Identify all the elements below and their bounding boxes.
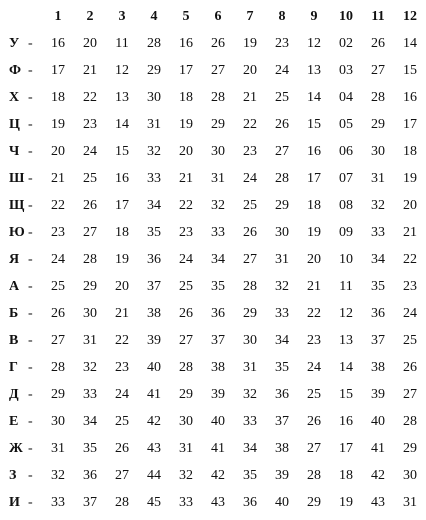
cell-value: 13 xyxy=(339,332,353,348)
cell-value: 19 xyxy=(115,251,129,267)
cell-value: 29 xyxy=(243,305,257,321)
cell-value: 34 xyxy=(147,197,161,213)
row-separator: - xyxy=(28,413,33,429)
cell-value: 20 xyxy=(179,143,193,159)
cell-value: 27 xyxy=(243,251,257,267)
cell-value: 16 xyxy=(307,143,321,159)
cell-value: 32 xyxy=(243,386,257,402)
cell-value: 23 xyxy=(115,359,129,375)
cell-value: 19 xyxy=(243,35,257,51)
cell-value: 17 xyxy=(307,170,321,186)
cell-value: 20 xyxy=(51,143,65,159)
cell-value: 31 xyxy=(275,251,289,267)
table-row xyxy=(6,138,426,165)
cell-value: 22 xyxy=(83,89,97,105)
cell-value: 22 xyxy=(51,197,65,213)
cell-value: 37 xyxy=(147,278,161,294)
cell-value: 12 xyxy=(339,305,353,321)
row-letter: Е xyxy=(9,413,19,429)
cell-value: 24 xyxy=(115,386,129,402)
cell-value: 17 xyxy=(339,440,353,456)
cell-value: 09 xyxy=(339,224,353,240)
cell-value: 29 xyxy=(403,440,417,456)
cell-value: 25 xyxy=(51,278,65,294)
cell-value: 26 xyxy=(307,413,321,429)
table-row xyxy=(6,111,426,138)
cell-value: 21 xyxy=(179,170,193,186)
cell-value: 35 xyxy=(243,467,257,483)
cell-value: 25 xyxy=(307,386,321,402)
cell-value: 38 xyxy=(211,359,225,375)
cell-value: 34 xyxy=(211,251,225,267)
cell-value: 37 xyxy=(83,494,97,510)
cell-value: 16 xyxy=(179,35,193,51)
cell-value: 06 xyxy=(339,143,353,159)
column-header: 11 xyxy=(371,9,385,24)
cell-value: 23 xyxy=(243,143,257,159)
cell-value: 29 xyxy=(371,116,385,132)
cell-value: 20 xyxy=(115,278,129,294)
cell-value: 38 xyxy=(275,440,289,456)
row-letter: У xyxy=(9,35,20,51)
cell-value: 32 xyxy=(211,197,225,213)
cell-value: 27 xyxy=(275,143,289,159)
cell-value: 24 xyxy=(179,251,193,267)
cell-value: 35 xyxy=(211,278,225,294)
row-letter: Х xyxy=(9,89,20,105)
cell-value: 28 xyxy=(179,359,193,375)
cell-value: 03 xyxy=(339,62,353,78)
cell-value: 18 xyxy=(51,89,65,105)
cell-value: 29 xyxy=(179,386,193,402)
cell-value: 34 xyxy=(243,440,257,456)
cell-value: 30 xyxy=(51,413,65,429)
cell-value: 21 xyxy=(51,170,65,186)
cell-value: 32 xyxy=(83,359,97,375)
cell-value: 34 xyxy=(83,413,97,429)
cell-value: 26 xyxy=(371,35,385,51)
column-header: 8 xyxy=(278,9,286,24)
row-separator: - xyxy=(28,386,33,402)
cell-value: 13 xyxy=(307,62,321,78)
cell-value: 19 xyxy=(339,494,353,510)
row-letter: З xyxy=(9,467,17,483)
row-letter: А xyxy=(9,278,20,294)
cell-value: 11 xyxy=(339,278,353,294)
cell-value: 17 xyxy=(115,197,129,213)
cell-value: 11 xyxy=(115,35,129,51)
cell-value: 33 xyxy=(371,224,385,240)
cell-value: 14 xyxy=(403,35,417,51)
cell-value: 37 xyxy=(275,413,289,429)
cell-value: 35 xyxy=(83,440,97,456)
row-letter: И xyxy=(9,494,20,510)
cell-value: 16 xyxy=(51,35,65,51)
cell-value: 15 xyxy=(307,116,321,132)
cell-value: 10 xyxy=(339,251,353,267)
row-separator: - xyxy=(28,305,33,321)
cell-value: 26 xyxy=(211,35,225,51)
column-header: 3 xyxy=(118,9,126,24)
cell-value: 16 xyxy=(403,89,417,105)
cell-value: 24 xyxy=(307,359,321,375)
cell-value: 19 xyxy=(307,224,321,240)
table-row xyxy=(6,219,426,246)
row-letter: Я xyxy=(9,251,20,267)
table-row xyxy=(6,192,426,219)
row-letter: Щ xyxy=(9,197,25,213)
table-row xyxy=(6,462,426,489)
cell-value: 21 xyxy=(307,278,321,294)
cell-value: 42 xyxy=(371,467,385,483)
cell-value: 26 xyxy=(51,305,65,321)
cell-value: 17 xyxy=(51,62,65,78)
cell-value: 22 xyxy=(307,305,321,321)
cell-value: 27 xyxy=(403,386,417,402)
cell-value: 33 xyxy=(147,170,161,186)
cell-value: 32 xyxy=(51,467,65,483)
cell-value: 37 xyxy=(371,332,385,348)
table-row xyxy=(6,489,426,516)
cell-value: 33 xyxy=(83,386,97,402)
cell-value: 26 xyxy=(83,197,97,213)
cell-value: 23 xyxy=(307,332,321,348)
cell-value: 26 xyxy=(243,224,257,240)
cell-value: 33 xyxy=(179,494,193,510)
cell-value: 20 xyxy=(83,35,97,51)
cell-value: 25 xyxy=(115,413,129,429)
cell-value: 25 xyxy=(243,197,257,213)
row-letter: Ф xyxy=(9,62,22,78)
row-separator: - xyxy=(28,62,33,78)
cell-value: 18 xyxy=(403,143,417,159)
cell-value: 20 xyxy=(307,251,321,267)
table-row xyxy=(6,30,426,57)
cell-value: 15 xyxy=(403,62,417,78)
cell-value: 23 xyxy=(51,224,65,240)
cell-value: 20 xyxy=(243,62,257,78)
row-letter: Ш xyxy=(9,170,25,186)
cell-value: 22 xyxy=(403,251,417,267)
cell-value: 29 xyxy=(83,278,97,294)
cell-value: 31 xyxy=(371,170,385,186)
column-header: 4 xyxy=(150,9,158,24)
cell-value: 12 xyxy=(115,62,129,78)
cell-value: 25 xyxy=(403,332,417,348)
cell-value: 14 xyxy=(339,359,353,375)
cell-value: 28 xyxy=(211,89,225,105)
cell-value: 38 xyxy=(147,305,161,321)
cell-value: 31 xyxy=(51,440,65,456)
cell-value: 35 xyxy=(275,359,289,375)
header-spacer xyxy=(6,4,42,30)
cell-value: 19 xyxy=(51,116,65,132)
cell-value: 36 xyxy=(83,467,97,483)
row-separator: - xyxy=(28,440,33,456)
cell-value: 14 xyxy=(115,116,129,132)
cell-value: 24 xyxy=(403,305,417,321)
cell-value: 36 xyxy=(243,494,257,510)
cell-value: 36 xyxy=(147,251,161,267)
cell-value: 29 xyxy=(307,494,321,510)
table-row xyxy=(6,435,426,462)
column-header: 9 xyxy=(310,9,318,24)
cell-value: 24 xyxy=(243,170,257,186)
cell-value: 21 xyxy=(83,62,97,78)
cell-value: 15 xyxy=(115,143,129,159)
cell-value: 31 xyxy=(403,494,417,510)
table-row xyxy=(6,354,426,381)
cell-value: 22 xyxy=(179,197,193,213)
cell-value: 29 xyxy=(51,386,65,402)
cell-value: 45 xyxy=(147,494,161,510)
cell-value: 32 xyxy=(371,197,385,213)
cell-value: 25 xyxy=(83,170,97,186)
cell-value: 32 xyxy=(147,143,161,159)
cell-value: 28 xyxy=(307,467,321,483)
row-letter: Ц xyxy=(9,116,20,132)
cell-value: 17 xyxy=(403,116,417,132)
table-row xyxy=(6,327,426,354)
cell-value: 32 xyxy=(179,467,193,483)
cell-value: 34 xyxy=(371,251,385,267)
table-row xyxy=(6,165,426,192)
cell-value: 13 xyxy=(115,89,129,105)
column-header: 7 xyxy=(246,9,254,24)
cell-value: 39 xyxy=(211,386,225,402)
cell-value: 33 xyxy=(275,305,289,321)
cell-value: 21 xyxy=(403,224,417,240)
cell-value: 05 xyxy=(339,116,353,132)
cell-value: 26 xyxy=(115,440,129,456)
cell-value: 42 xyxy=(211,467,225,483)
cell-value: 41 xyxy=(211,440,225,456)
row-separator: - xyxy=(28,170,33,186)
cell-value: 31 xyxy=(179,440,193,456)
cell-value: 28 xyxy=(403,413,417,429)
table-row xyxy=(6,300,426,327)
row-separator: - xyxy=(28,278,33,294)
row-letter: Ю xyxy=(9,224,25,240)
row-separator: - xyxy=(28,143,33,159)
table-row xyxy=(6,273,426,300)
cell-value: 28 xyxy=(115,494,129,510)
cell-value: 28 xyxy=(275,170,289,186)
row-separator: - xyxy=(28,467,33,483)
cell-value: 39 xyxy=(275,467,289,483)
cell-value: 37 xyxy=(211,332,225,348)
cell-value: 30 xyxy=(243,332,257,348)
cell-value: 23 xyxy=(403,278,417,294)
cell-value: 32 xyxy=(275,278,289,294)
cell-value: 25 xyxy=(179,278,193,294)
cell-value: 28 xyxy=(243,278,257,294)
cell-value: 18 xyxy=(179,89,193,105)
cell-value: 02 xyxy=(339,35,353,51)
cell-value: 35 xyxy=(371,278,385,294)
cell-value: 24 xyxy=(51,251,65,267)
row-separator: - xyxy=(28,332,33,348)
row-separator: - xyxy=(28,89,33,105)
cell-value: 36 xyxy=(211,305,225,321)
cell-value: 19 xyxy=(179,116,193,132)
cell-value: 29 xyxy=(147,62,161,78)
cell-value: 30 xyxy=(211,143,225,159)
cell-value: 28 xyxy=(83,251,97,267)
row-letter: Д xyxy=(9,386,19,402)
cell-value: 40 xyxy=(147,359,161,375)
cell-value: 35 xyxy=(147,224,161,240)
cell-value: 33 xyxy=(243,413,257,429)
cell-value: 21 xyxy=(243,89,257,105)
row-separator: - xyxy=(28,224,33,240)
cell-value: 27 xyxy=(51,332,65,348)
cell-value: 26 xyxy=(275,116,289,132)
cell-value: 36 xyxy=(371,305,385,321)
cell-value: 27 xyxy=(307,440,321,456)
column-header: 12 xyxy=(403,9,417,24)
cell-value: 21 xyxy=(115,305,129,321)
cell-value: 31 xyxy=(243,359,257,375)
cell-value: 39 xyxy=(371,386,385,402)
cell-value: 28 xyxy=(371,89,385,105)
cell-value: 23 xyxy=(275,35,289,51)
cell-value: 40 xyxy=(371,413,385,429)
cell-value: 43 xyxy=(371,494,385,510)
cell-value: 39 xyxy=(147,332,161,348)
cipher-table xyxy=(6,4,426,516)
column-header: 6 xyxy=(214,9,222,24)
cell-value: 22 xyxy=(243,116,257,132)
cell-value: 29 xyxy=(275,197,289,213)
cell-value: 25 xyxy=(275,89,289,105)
cell-value: 43 xyxy=(147,440,161,456)
header-row xyxy=(6,4,426,30)
cell-value: 36 xyxy=(275,386,289,402)
row-separator: - xyxy=(28,197,33,213)
cell-value: 07 xyxy=(339,170,353,186)
cell-value: 31 xyxy=(147,116,161,132)
cell-value: 27 xyxy=(115,467,129,483)
table-row xyxy=(6,381,426,408)
cell-value: 23 xyxy=(83,116,97,132)
cell-value: 23 xyxy=(179,224,193,240)
cell-value: 42 xyxy=(147,413,161,429)
cell-value: 41 xyxy=(147,386,161,402)
column-header: 1 xyxy=(54,9,62,24)
cell-value: 18 xyxy=(339,467,353,483)
cell-value: 28 xyxy=(51,359,65,375)
table-row xyxy=(6,84,426,111)
cell-value: 24 xyxy=(275,62,289,78)
column-header: 2 xyxy=(86,9,94,24)
cell-value: 30 xyxy=(371,143,385,159)
cell-value: 18 xyxy=(115,224,129,240)
cell-value: 17 xyxy=(179,62,193,78)
cell-value: 14 xyxy=(307,89,321,105)
cell-value: 43 xyxy=(211,494,225,510)
cell-value: 28 xyxy=(147,35,161,51)
cell-value: 40 xyxy=(275,494,289,510)
row-letter: Ч xyxy=(9,143,20,159)
table-row xyxy=(6,408,426,435)
cell-value: 30 xyxy=(179,413,193,429)
cell-value: 27 xyxy=(179,332,193,348)
cell-value: 19 xyxy=(403,170,417,186)
cell-value: 40 xyxy=(211,413,225,429)
cell-value: 38 xyxy=(371,359,385,375)
cell-value: 27 xyxy=(211,62,225,78)
row-separator: - xyxy=(28,359,33,375)
row-letter: Ж xyxy=(9,440,23,456)
cell-value: 31 xyxy=(83,332,97,348)
cell-value: 33 xyxy=(51,494,65,510)
table-body xyxy=(6,30,426,516)
cell-value: 08 xyxy=(339,197,353,213)
cell-value: 41 xyxy=(371,440,385,456)
cell-value: 27 xyxy=(83,224,97,240)
cell-value: 04 xyxy=(339,89,353,105)
row-separator: - xyxy=(28,35,33,51)
cell-value: 22 xyxy=(115,332,129,348)
cell-value: 15 xyxy=(339,386,353,402)
row-separator: - xyxy=(28,251,33,267)
cell-value: 31 xyxy=(211,170,225,186)
cell-value: 12 xyxy=(307,35,321,51)
row-letter: Б xyxy=(9,305,19,321)
cell-value: 29 xyxy=(211,116,225,132)
row-separator: - xyxy=(28,494,33,510)
cell-value: 18 xyxy=(307,197,321,213)
cell-value: 20 xyxy=(403,197,417,213)
table-row xyxy=(6,246,426,273)
cell-value: 26 xyxy=(179,305,193,321)
cell-value: 16 xyxy=(339,413,353,429)
cell-value: 30 xyxy=(403,467,417,483)
cell-value: 16 xyxy=(115,170,129,186)
cell-value: 26 xyxy=(403,359,417,375)
cell-value: 34 xyxy=(275,332,289,348)
table-row xyxy=(6,57,426,84)
cell-value: 27 xyxy=(371,62,385,78)
cell-value: 30 xyxy=(275,224,289,240)
row-letter: В xyxy=(9,332,19,348)
cell-value: 30 xyxy=(147,89,161,105)
cell-value: 44 xyxy=(147,467,161,483)
column-header: 10 xyxy=(339,9,353,24)
column-header: 5 xyxy=(182,9,190,24)
cell-value: 24 xyxy=(83,143,97,159)
row-separator: - xyxy=(28,116,33,132)
cell-value: 33 xyxy=(211,224,225,240)
row-letter: Г xyxy=(9,359,18,375)
cell-value: 30 xyxy=(83,305,97,321)
